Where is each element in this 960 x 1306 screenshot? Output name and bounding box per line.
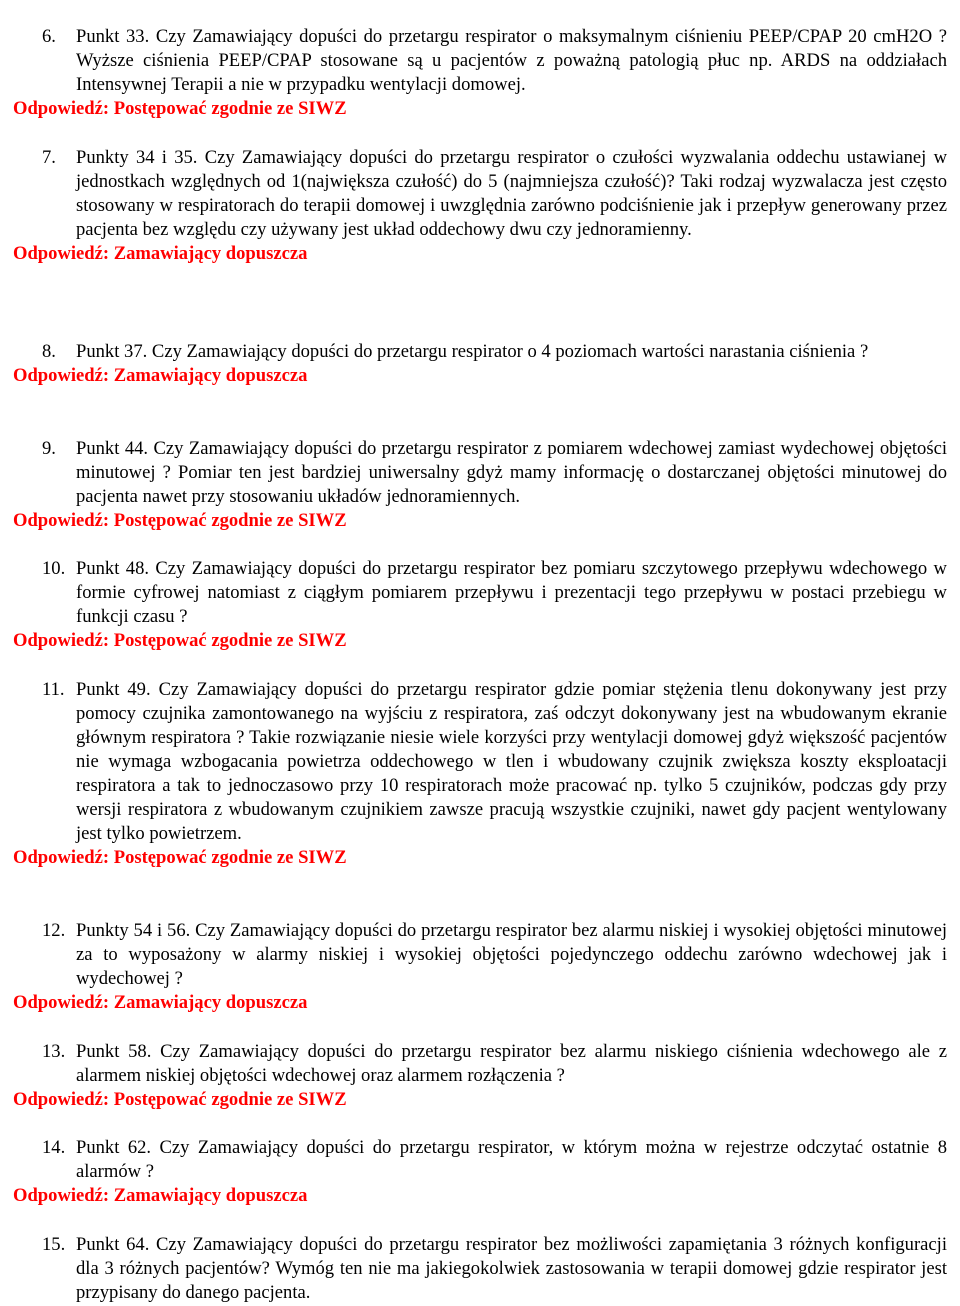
question-body: Punkt 33. Czy Zamawiający dopuści do przetargu respirator o maksymalnym ciśnieniu PEEP/CPAP 20 cmH2O ? Wyższe ciśnienia PEEP/CPAP stosowane są u pacjentów z poważną patologią płuc np. ARDS na oddziałach Intensywnej Terapii a nie w przypadku wentylacji domowej. [76,26,947,95]
question-item-9 [0,437,960,533]
question-number: 13. [42,1041,66,1062]
answer-text: Odpowiedź: Zamawiający dopuszcza [13,1185,308,1206]
question-item-8 [0,340,960,388]
answer-text: Odpowiedź: Zamawiający dopuszcza [13,365,308,386]
question-body: Punkt 37. Czy Zamawiający dopuści do przetargu respirator o 4 poziomach wartości narastania ciśnienia ? [76,341,869,362]
question-item-15 [0,1233,960,1305]
question-body: Punkty 34 i 35. Czy Zamawiający dopuści do przetargu respirator o czułości wyzwalania oddechu ustawianej w jednostkach względnych od 1(największa czułość) do 5 (najmniejsza czułość)? Taki rodzaj wyzwalacza jest często stosowany w respiratorach do terapii domowej i uwzględnia zarówno podciśnienie jak i przepływ generowany przez pacjenta bez względu czy używany jest układ oddechowy dwu czy jednoramienny. [76,147,947,240]
question-item-7 [0,146,960,266]
question-text [42,1136,947,1184]
question-text [42,146,947,242]
question-text [42,25,947,97]
question-number: 15. [42,1234,66,1255]
answer-text: Odpowiedź: Postępować zgodnie ze SIWZ [13,847,347,868]
question-number: 9. [42,438,56,459]
question-text [42,919,947,991]
question-text [42,557,947,629]
question-item-11 [0,678,960,870]
question-body: Punkt 44. Czy Zamawiający dopuści do przetargu respirator z pomiarem wdechowej zamiast wydechowej objętości minutowej ? Pomiar ten jest bardziej uniwersalny gdyż mamy informację o dostarczanej objętości minutowej do pacjenta nawet przy stosowaniu układów jednoramiennych. [76,438,947,507]
answer-text: Odpowiedź: Postępować zgodnie ze SIWZ [13,630,347,651]
question-body: Punkty 54 i 56. Czy Zamawiający dopuści do przetargu respirator bez alarmu niskiej i wysokiej objętości minutowej za to wyposażony w alarmy niskiej i wysokiej objętości pojedynczego oddechu zarówno wdechowej jak i wydechowej ? [76,920,947,989]
question-item-6 [0,25,960,121]
question-number: 11. [42,679,65,700]
question-body: Punkt 62. Czy Zamawiający dopuści do przetargu respirator, w którym można w rejestrze odczytać ostatnie 8 alarmów ? [76,1137,947,1182]
answer-text: Odpowiedź: Postępować zgodnie ze SIWZ [13,98,347,119]
question-text [42,1233,947,1305]
question-text [42,437,947,509]
question-number: 6. [42,26,56,47]
question-number: 14. [42,1137,66,1158]
question-body: Punkt 64. Czy Zamawiający dopuści do przetargu respirator bez możliwości zapamiętania 3 różnych konfiguracji dla 3 różnych pacjentów? Wymóg ten nie ma jakiegokolwiek zastosowania w terapii domowej gdzie respirator jest przypisany do danego pacjenta. [76,1234,947,1303]
question-item-10 [0,557,960,653]
question-number: 12. [42,920,66,941]
answer-text: Odpowiedź: Zamawiający dopuszcza [13,992,308,1013]
question-body: Punkt 48. Czy Zamawiający dopuści do przetargu respirator bez pomiaru szczytowego przepływu wdechowego w formie cyfrowej natomiast z ciągłym pomiarem przepływu i prezentacji tego przepływu w postaci przebiegu w funkcji czasu ? [76,558,947,627]
question-body: Punkt 49. Czy Zamawiający dopuści do przetargu respirator gdzie pomiar stężenia tlenu dokonywany jest przy pomocy czujnika zamontowanego na wyjściu z respiratora, zaś odczyt dokonywany jest na wbudowanym ekranie głównym respiratora ? Takie rozwiązanie niesie wiele korzyści przy wentylacji domowej gdyż większość pacjentów nie wymaga wzbogacania powietrza oddechowego w tlen i wbudowany czujnik zwiększa koszty eksploatacji respiratora a tak to jednoczasowo przy 10 respiratorach może pracować np. tylko 5 czujników, podczas gdy przy wersji respiratora z wbudowanym czujnikiem zawsze pracują wszystkie czujniki, nawet gdy pacjent wentylowany jest tylko powietrzem. [76,679,947,844]
question-item-13 [0,1040,960,1112]
answer-text: Odpowiedź: Postępować zgodnie ze SIWZ [13,1089,347,1110]
answer-text: Odpowiedź: Zamawiający dopuszcza [13,243,308,264]
question-number: 7. [42,147,56,168]
question-item-14 [0,1136,960,1208]
question-text [42,1040,947,1088]
question-item-12 [0,919,960,1015]
question-text [42,678,947,846]
answer-text: Odpowiedź: Postępować zgodnie ze SIWZ [13,510,347,531]
question-text [42,340,947,364]
question-number: 10. [42,558,66,579]
question-body: Punkt 58. Czy Zamawiający dopuści do przetargu respirator bez alarmu niskiego ciśnienia wdechowego ale z alarmem niskiej objętości wdechowej oraz alarmem rozłączenia ? [76,1041,947,1086]
question-number: 8. [42,341,56,362]
